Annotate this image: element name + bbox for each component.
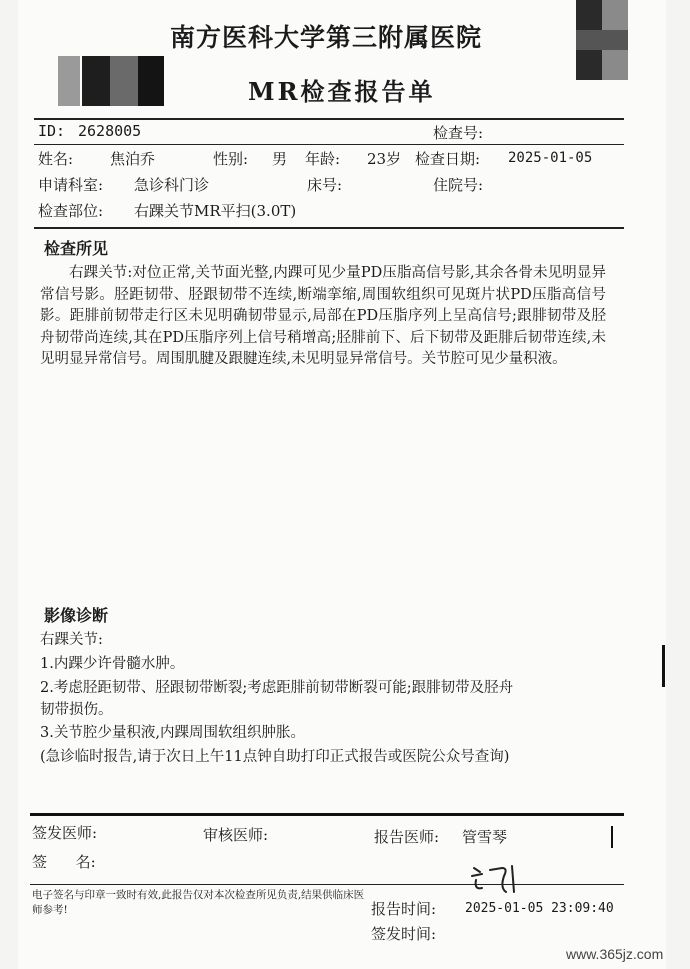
age-value: 23岁 — [367, 150, 402, 168]
report-time-label: 报告时间: — [371, 900, 437, 918]
sex-label: 性别: — [213, 150, 249, 168]
handwritten-signature — [468, 862, 528, 896]
findings-title: 检查所见 — [44, 239, 109, 258]
sex-value: 男 — [272, 150, 288, 168]
diagnosis-subtitle: 右踝关节: — [40, 632, 103, 648]
report-time-value: 2025-01-05 23:09:40 — [465, 901, 614, 916]
info-rule-2 — [34, 227, 624, 229]
footer-rule — [30, 813, 624, 816]
watermark-text: www.365jz.com — [566, 946, 664, 962]
age-label: 年龄: — [305, 150, 341, 168]
footer-rule-2 — [30, 884, 624, 885]
page-edge-mark — [611, 826, 613, 848]
exam-date-value: 2025-01-05 — [508, 150, 593, 166]
report-doctor-label: 报告医师: — [374, 828, 440, 846]
part-label: 检查部位: — [38, 202, 104, 220]
right-edge-mark — [662, 645, 665, 687]
id-value: 2628005 — [78, 122, 142, 140]
diagnosis-item-2-line-1: 2.考虑胫距韧带、胫跟韧带断裂;考虑距腓前韧带断裂可能;跟腓韧带及胫舟 — [40, 680, 514, 696]
exam-date-label: 检查日期: — [415, 150, 481, 168]
review-doctor-label: 审核医师: — [203, 826, 269, 844]
issue-time-label: 签发时间: — [371, 925, 437, 943]
report-doctor-value: 管雪琴 — [462, 828, 508, 846]
report-title: MR检查报告单 — [248, 77, 436, 106]
dept-value: 急诊科门诊 — [134, 176, 210, 194]
report-page — [18, 0, 666, 969]
signature-label: 签 名: — [32, 853, 96, 871]
findings-text: 右踝关节:对位正常,关节面光整,内踝可见少量PD压脂高信号影,其余各骨未见明显异常信号影。胫距韧带、胫跟韧带不连续,断端挛缩,周围软组织可见斑片状PD压脂高信号影。距腓前韧带走行区未见明确韧带显示,局部在PD压脂序列上呈高信号;跟腓韧带及胫舟韧带尚连续,其在PD压脂序列上信号稍增高;胫腓前下、后下韧带及距腓后韧带连续,未见明显异常信号。周围肌腱及跟腱连续,未见明显异常信号。关节腔可见少量积液。 — [40, 265, 606, 367]
bed-label: 床号: — [307, 176, 343, 194]
inpatient-label: 住院号: — [433, 176, 484, 194]
info-rule-1 — [34, 144, 624, 145]
issuing-doctor-label: 签发医师: — [32, 824, 98, 842]
exam-no-label: 检查号: — [433, 124, 484, 142]
redaction-block-left3 — [110, 56, 138, 106]
diagnosis-item-3: 3.关节腔少量积液,内踝周围软组织肿胀。 — [40, 725, 305, 741]
id-label: ID: — [38, 122, 66, 140]
hospital-name: 南方医科大学第三附属医院 — [170, 23, 483, 52]
name-value: 焦泊乔 — [110, 150, 156, 168]
header-rule — [34, 118, 624, 120]
redaction-block-left2 — [82, 56, 110, 106]
dept-label: 申请科室: — [38, 176, 104, 194]
diagnosis-item-1: 1.内踝少许骨髓水肿。 — [40, 656, 185, 672]
redaction-block-left — [58, 56, 80, 106]
diagnosis-item-2-line-2: 韧带损伤。 — [40, 702, 113, 718]
diagnosis-note: (急诊临时报告,请于次日上午11点钟自助打印正式报告或医院公众号查询) — [40, 749, 510, 765]
part-value: 右踝关节MR平扫(3.0T) — [134, 202, 297, 220]
redaction-block-right3 — [576, 30, 628, 50]
redaction-block-left4 — [138, 56, 164, 106]
diagnosis-title: 影像诊断 — [44, 606, 109, 625]
disclaimer-text: 电子签名与印章一致时有效,此报告仅对本次检查所见负责,结果供临床医师参考! — [32, 889, 365, 916]
name-label: 姓名: — [38, 150, 74, 168]
